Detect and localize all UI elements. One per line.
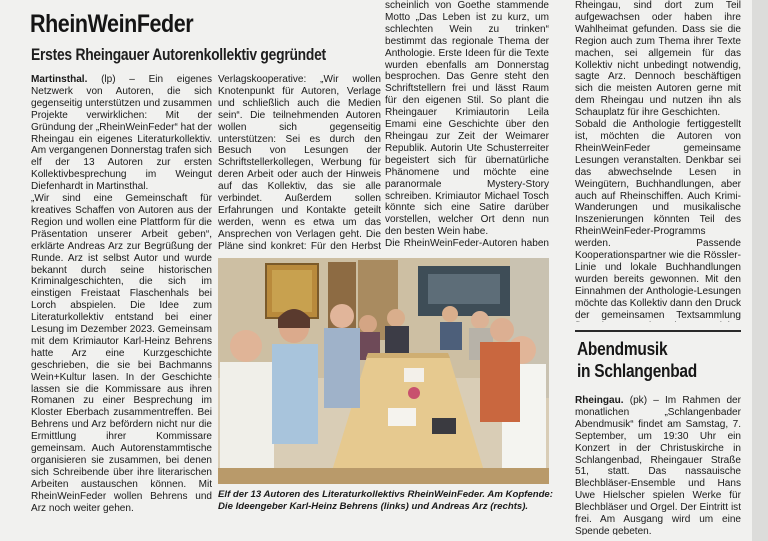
article-paragraph: Die RheinWeinFeder-Autoren haben xyxy=(385,238,549,250)
article-paragraph: scheinlich von Goethe stammende Motto „Das Leben ist zu kurz, um schlechten Wein zu trinken“ bestimmt das regionale Thema der Anthologie. Erste Ideen für die Texte wurden ebenfalls am Donnerstag besprochen. Das Genre steht den Schriftstellern frei und lässt Raum für den eigenen Stil. So plant die Rheingauer Krimiautorin Leila Emami eine Geschichte über den Rheingau zur Zeit der Weimarer Republik. Autorin Ute Schusterreiter begeistert sich für übernatürliche Phänomene und möchte eine paranormale Mystery-Story schreiben. Krimiautor Michael Tosch könnte sich eine Satire darüber vorstellen, welcher Ort denn nun den besten Wein habe. xyxy=(385,0,549,238)
concert-column xyxy=(575,395,741,535)
article-dateline: Martinsthal. xyxy=(31,74,88,85)
article-column-1 xyxy=(31,74,212,514)
article-paragraph: „Wir sind eine Gemeinschaft für kreatives Schaffen von Autoren aus der Region und wollen eine Plattform für die Präsentation unserer Arbeit geben“, erklärte Andreas Arz zur Begrüßung der Runde. Arz ist selbst Autor und wurde bekannt durch seine historischen Kriminalgeschichten, die sich im einstigen Freistaat Flaschenhals bei Lorch abspielen. Die Idee zum Literaturkollektiv entstand bei einer Lesung im Dezember 2023. Gemeinsam mit dem Krimiautor Karl-Heinz Behrens hatte Arz eine Kurzgeschichte geschrieben, die sie bei Bachmanns Wein+Kultur lasen. In der Geschichte lassen sie die Kommissare aus ihren Romanen zu einer Besprechung im Kloster Eberbach zusammentreffen. Bei Behrens und Arz befördern nicht nur die Ermittlung ihrer Kommissare gemeinsam. Auch Autorenstammtische organisieren sie zusammen, bei denen sich Schreibende über ihre literarischen Arbeiten austauschen können. Mit RheinWeinFeder wollen Behrens und Arz noch weiter gehen. xyxy=(31,193,212,514)
article-paragraph: Verlagskooperative: „Wir wollen Knotenpunkt für Autoren, Verlage und schließlich auch die Medien sein“. Die teilnehmenden Autoren wollen sich gegenseitig unterstützen: Sei es durch den Besuch von Lesungen der Schriftstellerkollegen, Werbung für deren Arbeit oder auch der Hinweis auf das Kollektiv, das sie alle verbindet. Außerdem sollen Erfahrungen und Kontakte geteilt werden, wenn es etwa um das Ansprechen von Verlagen geht. Die Pläne sind konkret: Für den Herbst xyxy=(218,74,381,250)
article-lead-paragraph xyxy=(31,74,212,193)
concert-headline-line-1: Abendmusik xyxy=(577,339,668,359)
article-lead-text: (lp) – Ein eigenes Netzwerk von Autoren, die sich gegenseitig unterstützen und zusammen Projekte verwirklichen: Mit der Gründung der „RheinWeinFeder“ hat der Rheingau ein eigenes Literaturkollektiv. Am vergangenen Donnerstag trafen sich elf der 13 Autoren zur ersten Kollektivbesprechung im Weingut Diefenhardt in Martinsthal. xyxy=(31,74,212,193)
concert-text: (pk) – Im Rahmen der monatlichen „Schlangenbader Abendmusik“ findet am Samstag, 7. September, um 19:30 Uhr ein Konzert in der Christuskirche in Schlangenbad, Rheingauer Straße 51, statt. Das nassauische Blechbläser-Ensemble und Hans Uwe Hielscher spielen Werke für Blechbläser und Orgel. Der Eintritt ist frei. Am Ausgang wird um eine Spende gebeten. xyxy=(575,395,741,535)
article-headline: RheinWeinFeder xyxy=(30,10,194,38)
article-column-2 xyxy=(218,74,381,250)
page-edge xyxy=(752,0,768,541)
photo-caption: Elf der 13 Autoren des Literaturkollektivs RheinWeinFeder. Am Kopfende: Die Ideengeber Karl-Heinz Behrens (links) und Andreas Arz (rechts). xyxy=(218,489,553,512)
concert-dateline: Rheingau. xyxy=(575,395,624,406)
group-photo xyxy=(218,258,549,484)
section-divider xyxy=(575,330,741,332)
concert-paragraph xyxy=(575,395,741,535)
article-paragraph: Rheingau, sind dort zum Teil aufgewachsen oder haben ihre Wahlheimat gefunden. Dass sie die Region auch zum Thema ihrer Texte machen, sei allgemein für das Kollektiv nicht unbedingt notwendig, sagte Arz. Dennoch beschäftigen sich die meisten Autoren gerne mit dem Rheingau und nutzen ihn als Schauplatz für ihre Geschichten. xyxy=(575,0,741,119)
article-paragraph: Sobald die Anthologie fertiggestellt ist, möchten die Autoren von RheinWeinFeder gemeinsame Lesungen veranstalten. Denkbar sei das abwechselnde Lesen in Weingütern, Buchhandlungen, aber auch auf Rheinschiffen. Auch Krimi-Wanderungen und musikalische Inszenierungen könnten Teil des RheinWeinFeder-Programms werden. Passende Kooperationspartner wie die Rössler-Linie und lokale Buchhandlungen wurden bereits gewonnen. Mit den Einnahmen der Anthologie-Lesungen möchte das Kollektiv dann den Druck der gemeinsamen Textsammlung xyxy=(575,119,741,321)
article-column-4 xyxy=(575,0,741,322)
article-subheadline: Erstes Rheingauer Autorenkollektiv gegründet xyxy=(31,46,326,64)
concert-headline xyxy=(577,338,740,382)
concert-headline-line-2: in Schlangenbad xyxy=(577,361,697,381)
article-column-3 xyxy=(385,0,549,250)
group-photo-illustration xyxy=(218,258,549,484)
